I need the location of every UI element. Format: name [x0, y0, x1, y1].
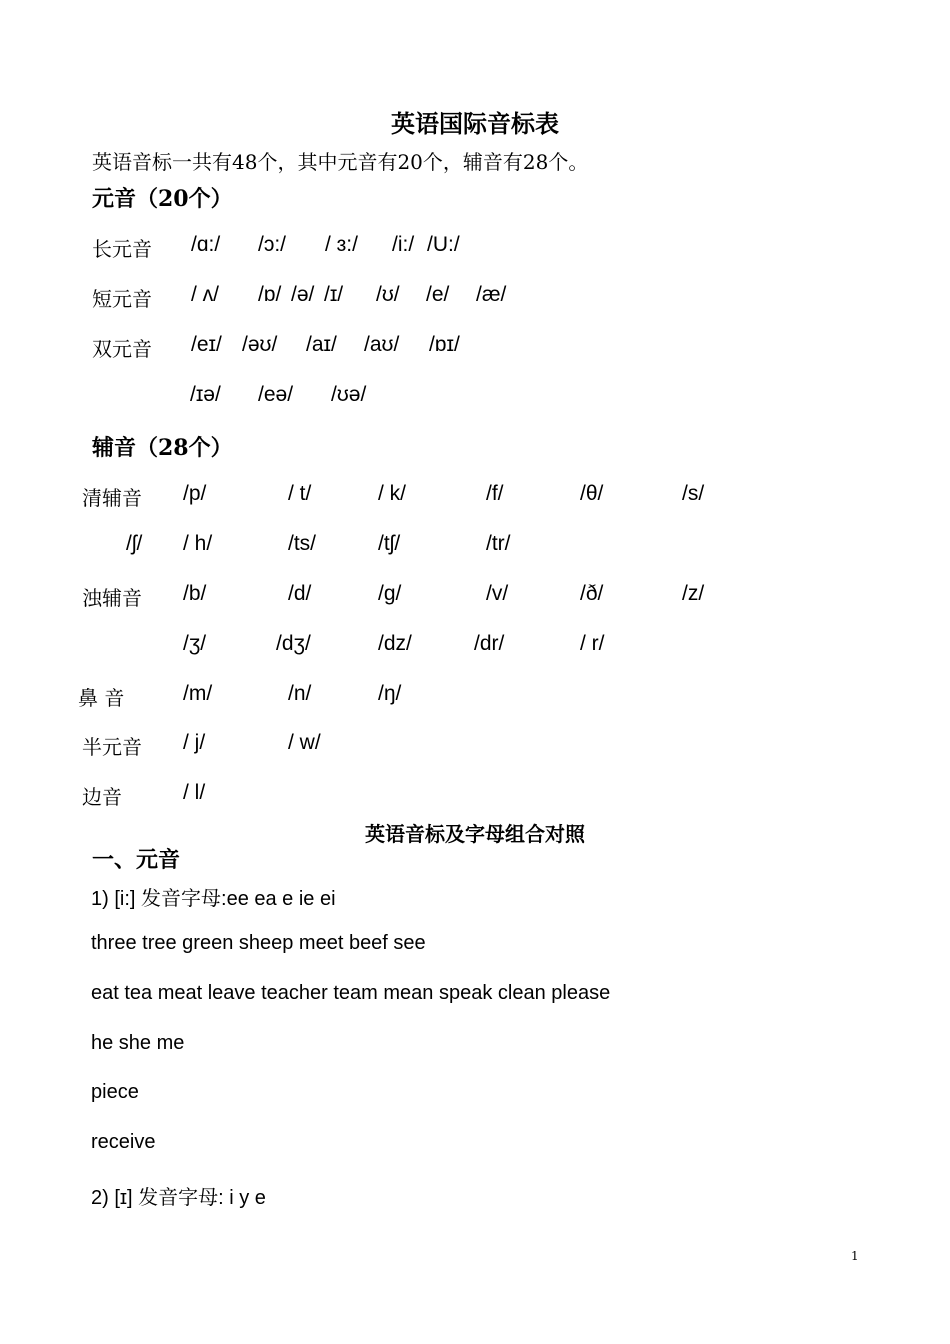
text-line: piece — [91, 1081, 139, 1103]
semivowel-label: 半元音 — [82, 735, 142, 759]
text-line: receive — [91, 1131, 156, 1153]
diphthong-label: 双元音 — [92, 337, 152, 361]
ipa-symbol: /ɪə/ — [190, 383, 221, 406]
text-line: 1) [i:] 发音字母:ee ea e ie ei — [91, 888, 336, 910]
ipa-symbol: /aɪ/ — [306, 333, 337, 356]
ipa-symbol: /dʒ/ — [276, 632, 311, 655]
page-number: 1 — [851, 1249, 859, 1263]
ipa-symbol: /tr/ — [486, 532, 511, 555]
intro-text: 英语音标一共有48个，其中元音有20个，辅音有28个。 — [92, 150, 589, 174]
ipa-symbol: / w/ — [288, 731, 321, 754]
nasal-label: 鼻 音 — [78, 686, 125, 710]
ipa-symbol: /dz/ — [378, 632, 412, 655]
ipa-symbol: /eɪ/ — [191, 333, 222, 356]
section-heading: 一、元音 — [92, 847, 181, 873]
ipa-symbol: /v/ — [486, 582, 509, 605]
ipa-symbol: / r/ — [580, 632, 605, 655]
ipa-symbol: /ð/ — [580, 582, 604, 605]
consonants-heading: 辅音（28个） — [92, 435, 233, 461]
ipa-symbol: /e/ — [426, 283, 450, 306]
voiceless-label: 清辅音 — [82, 486, 142, 510]
ipa-symbol: /ɑ:/ — [191, 233, 221, 256]
ipa-symbol: /ʒ/ — [183, 632, 207, 655]
ipa-symbol: /i:/ — [392, 233, 415, 256]
ipa-symbol: /aʊ/ — [364, 333, 400, 356]
ipa-symbol: /z/ — [682, 582, 705, 605]
ipa-symbol: /ɪ/ — [324, 283, 344, 306]
ipa-symbol: /θ/ — [580, 482, 604, 505]
ipa-symbol: / ɜ:/ — [325, 233, 358, 256]
text-line: three tree green sheep meet beef see — [91, 932, 426, 954]
ipa-symbol: / h/ — [183, 532, 213, 555]
ipa-symbol: /tʃ/ — [378, 532, 401, 555]
ipa-symbol: /b/ — [183, 582, 207, 605]
ipa-symbol: / t/ — [288, 482, 312, 505]
ipa-symbol: /ɒ/ — [258, 283, 282, 306]
ipa-symbol: /ŋ/ — [378, 682, 402, 705]
short-vowel-label: 短元音 — [92, 287, 152, 311]
ipa-symbol: /ʃ/ — [126, 532, 143, 555]
ipa-symbol: /eə/ — [258, 383, 294, 406]
section-subtitle: 英语音标及字母组合对照 — [365, 822, 585, 846]
ipa-symbol: / j/ — [183, 731, 206, 754]
voiced-label: 浊辅音 — [82, 586, 142, 610]
ipa-symbol: / ʌ/ — [191, 283, 220, 306]
vowels-heading: 元音（20个） — [92, 186, 233, 212]
ipa-symbol: / k/ — [378, 482, 407, 505]
ipa-symbol: /dr/ — [474, 632, 505, 655]
ipa-symbol: / l/ — [183, 781, 206, 804]
ipa-symbol: /m/ — [183, 682, 213, 705]
ipa-symbol: /ɒɪ/ — [429, 333, 460, 356]
ipa-symbol: /ʊə/ — [331, 383, 367, 406]
ipa-symbol: /s/ — [682, 482, 705, 505]
ipa-symbol: /ts/ — [288, 532, 317, 555]
ipa-symbol: /æ/ — [476, 283, 507, 306]
text-line: he she me — [91, 1032, 185, 1054]
lateral-label: 边音 — [82, 785, 122, 809]
ipa-symbol: /p/ — [183, 482, 207, 505]
ipa-symbol: /d/ — [288, 582, 312, 605]
long-vowel-label: 长元音 — [92, 237, 152, 261]
ipa-symbol: /f/ — [486, 482, 504, 505]
ipa-symbol: /U:/ — [427, 233, 460, 256]
ipa-symbol: /ʊ/ — [376, 283, 400, 306]
page-title: 英语国际音标表 — [391, 109, 559, 138]
ipa-symbol: /n/ — [288, 682, 312, 705]
text-line: eat tea meat leave teacher team mean speak clean please — [91, 982, 611, 1004]
text-line: 2) [ɪ] 发音字母: i y e — [91, 1187, 266, 1209]
ipa-symbol: /g/ — [378, 582, 402, 605]
ipa-symbol: /əʊ/ — [242, 333, 278, 356]
ipa-symbol: /ə/ — [291, 283, 315, 306]
ipa-symbol: /ɔ:/ — [258, 233, 287, 256]
